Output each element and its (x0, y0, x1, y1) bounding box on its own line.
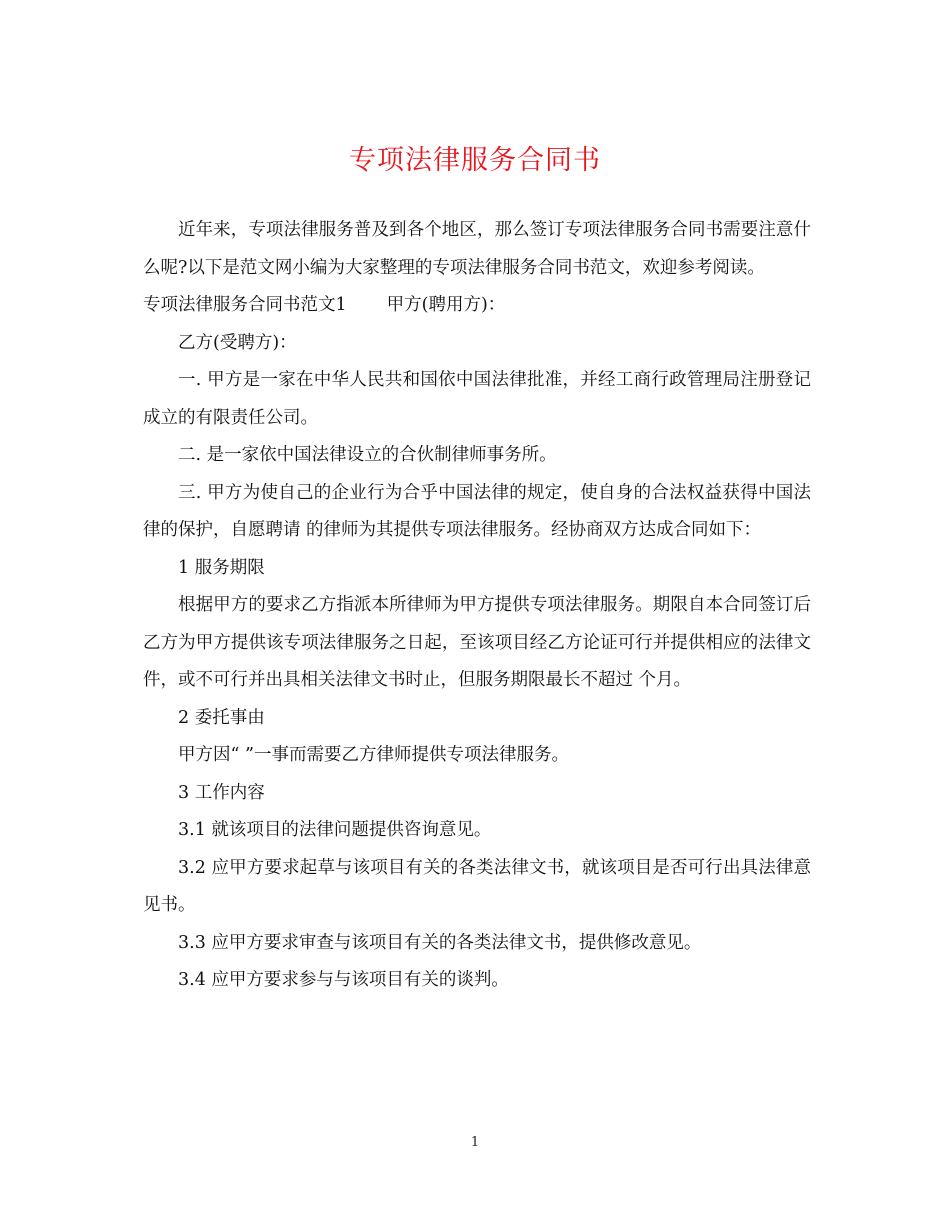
item-3-2: 3.2 应甲方要求起草与该项目有关的各类法律文书，就该项目是否可行出具法律意见书。 (143, 857, 811, 915)
intro-paragraph: 近年来，专项法律服务普及到各个地区，那么签订专项法律服务合同书需要注意什么呢?以下是范文网小编为大家整理的专项法律服务合同书范文，欢迎参考阅读。 (143, 220, 811, 278)
section-1-body: 根据甲方的要求乙方指派本所律师为甲方提供专项法律服务。期限自本合同签订后乙方为甲方提供该专项法律服务之日起，至该项目经乙方论证可行并提供相应的法律文件，或不可行并出具相关法律文书时止，但服务期限最长不超过 个月。 (143, 595, 811, 690)
clause-3: 三. 甲方为使自己的企业行为合乎中国法律的规定，使自身的合法权益获得中国法律的保护，自愿聘请 的律师为其提供专项法律服务。经协商双方达成合同如下： (143, 482, 811, 540)
document-title: 专项法律服务合同书 (349, 145, 601, 176)
clause-2: 二. 是一家依中国法律设立的合伙制律师事务所。 (178, 445, 557, 465)
sample-heading-line (143, 287, 811, 325)
section-1-heading: 1 服务期限 (178, 557, 265, 578)
clause-1: 一. 甲方是一家在中华人民共和国依中国法律批准，并经工商行政管理局注册登记成立的有限责任公司。 (143, 370, 811, 428)
section-2-heading: 2 委托事由 (178, 707, 265, 728)
section-3-heading: 3 工作内容 (178, 782, 265, 803)
party-a-label: 甲方(聘用方)： (386, 295, 506, 315)
section-2-body: 甲方因“ ”一事而需要乙方律师提供专项法律服务。 (178, 745, 569, 765)
item-3-4: 3.4 应甲方要求参与与该项目有关的谈判。 (178, 970, 509, 990)
document-body (143, 212, 811, 1000)
item-3-3: 3.3 应甲方要求审查与该项目有关的各类法律文书，提供修改意见。 (178, 932, 702, 953)
sample-heading: 专项法律服务合同书范文1 (143, 295, 347, 315)
item-3-1: 3.1 就该项目的法律问题提供咨询意见。 (178, 820, 492, 840)
page-number: 1 (470, 1135, 480, 1150)
party-b-label: 乙方(受聘方)： (178, 332, 297, 353)
